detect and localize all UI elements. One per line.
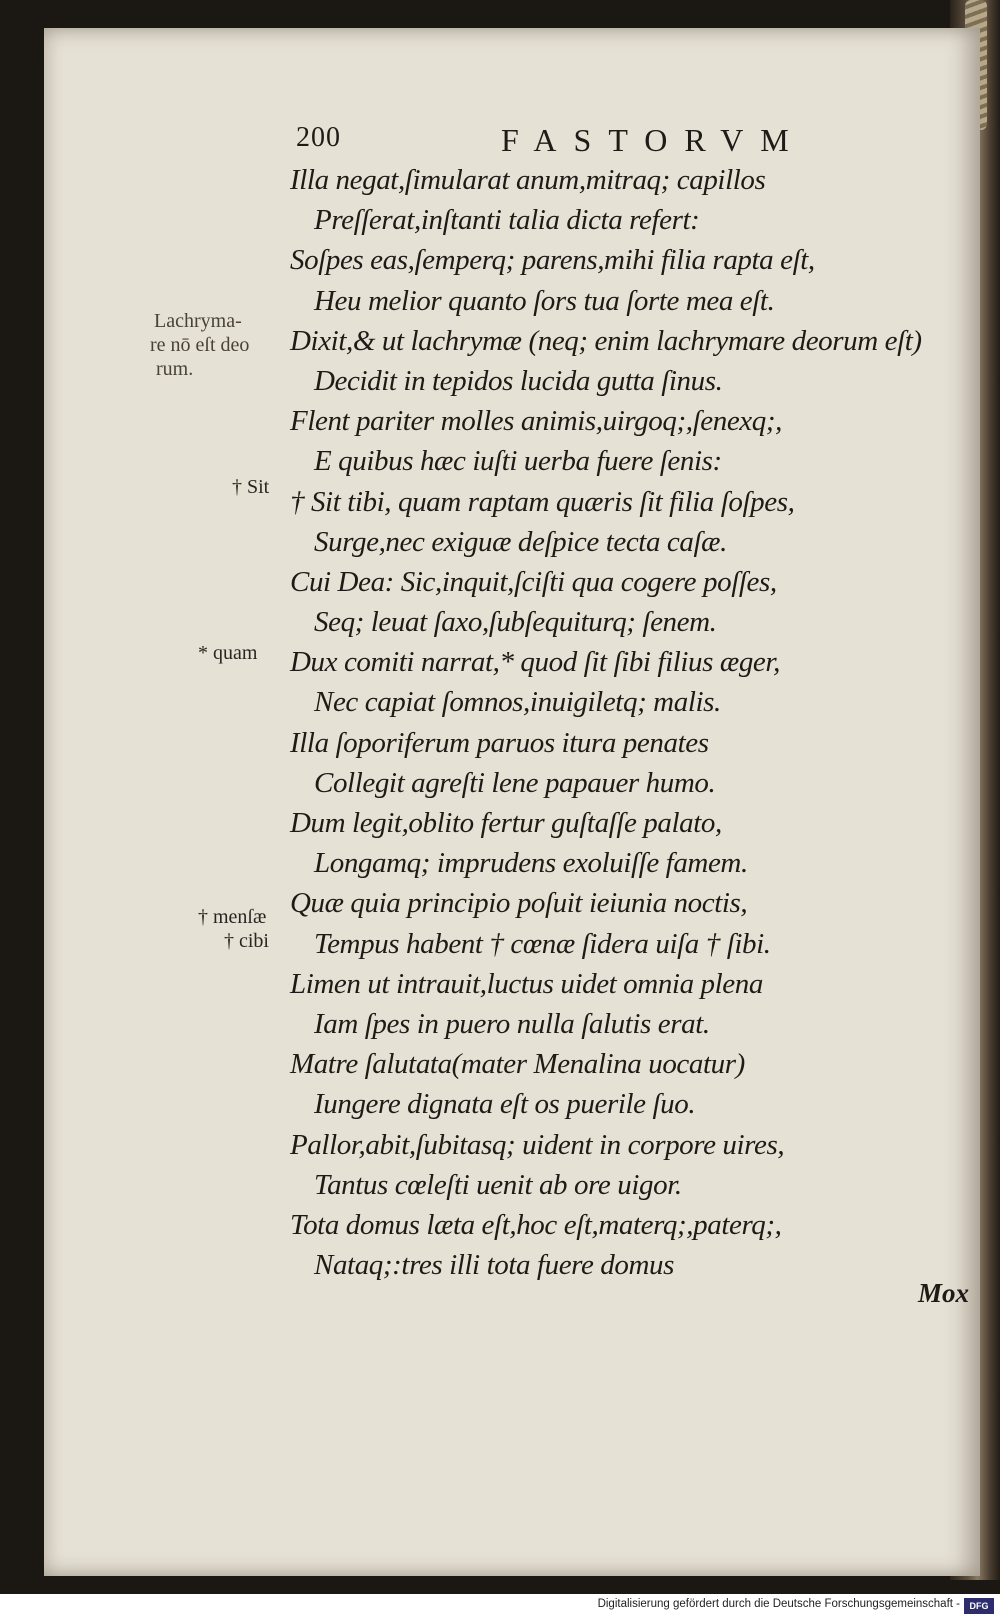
verse-line: Seq; leuat ſaxo,ſubſequiturq; ſenem. xyxy=(314,606,717,639)
verse-line: Iungere dignata eſt os puerile ſuo. xyxy=(314,1088,696,1121)
verse-line: Cui Dea: Sic,inquit,ſciſti qua cogere poſſes, xyxy=(290,565,777,598)
verse-line: Dum legit,oblito fertur guſtaſſe palato, xyxy=(290,807,722,839)
verse-line: Soſpes eas,ſemperq; parens,mihi filia rapta eſt, xyxy=(290,244,815,277)
verse-line: Collegit agreſti lene papauer humo. xyxy=(314,766,716,799)
verse-line: Dux comiti narrat,* quod ſit ſibi filius æger, xyxy=(290,646,780,679)
verse-line: Dixit,& ut lachrymæ (neq; enim lachrymare deorum eſt) xyxy=(290,324,922,357)
verse-line: Preſſerat,inſtanti talia dicta refert: xyxy=(314,204,700,237)
catchword: Mox xyxy=(918,1278,970,1308)
verse-line: Flent pariter molles animis,uirgoq;,ſenexq;, xyxy=(290,405,782,438)
verse-line: Heu melior quanto ſors tua ſorte mea eſt. xyxy=(314,284,775,317)
margin-note-lachryma-1: Lachryma- xyxy=(154,310,242,332)
verse-line: Limen ut intrauit,luctus uidet omnia plena xyxy=(290,967,763,1000)
page-number: 200 xyxy=(296,122,341,153)
verse-line: Decidit in tepidos lucida gutta ſinus. xyxy=(314,364,723,397)
running-title: FASTORVM xyxy=(501,122,806,158)
verse-line: Tempus habent † cœnæ ſidera uiſa † ſibi. xyxy=(314,927,771,960)
margin-note-lachryma-2: re nō eſt deo xyxy=(150,334,250,356)
verse-line: Matre ſalutata(mater Menalina uocatur) xyxy=(290,1048,745,1081)
footer-credit: Digitalisierung gefördert durch die Deutsche Forschungsgemeinschaft - xyxy=(597,1598,960,1610)
verse-line: Nataq;:tres illi tota fuere domus xyxy=(314,1249,675,1282)
verse-line: E quibus hæc iuſti uerba fuere ſenis: xyxy=(314,445,722,478)
verse-line: Pallor,abit,ſubitasq; uident in corpore uires, xyxy=(290,1128,785,1161)
verse-line: Illa negat,ſimularat anum,mitraq; capillos xyxy=(290,164,766,196)
verse-line: Tantus cœleſti uenit ab ore uigor. xyxy=(314,1168,682,1201)
verse-line: Iam ſpes in puero nulla ſalutis erat. xyxy=(314,1007,710,1040)
verse-line: Longamq; imprudens exoluiſſe famem. xyxy=(314,847,748,880)
verse-line: † Sit tibi, quam raptam quæris ſit filia ſoſpes, xyxy=(290,485,795,518)
gloss-quam: * quam xyxy=(198,642,258,664)
gloss-cibi: † cibi xyxy=(224,930,269,952)
verse-line: Nec capiat ſomnos,inuigiletq; malis. xyxy=(314,686,721,719)
verse-line: Quæ quia principio poſuit ieiunia noctis, xyxy=(290,887,748,920)
verse-line: Tota domus læta eſt,hoc eſt,materq;,paterq;, xyxy=(290,1208,782,1241)
verse-line: Illa ſoporiferum paruos itura penates xyxy=(290,726,709,759)
margin-note-lachryma-3: rum. xyxy=(156,358,194,380)
gloss-mensae: † menſæ xyxy=(198,906,267,928)
gloss-sit: † Sit xyxy=(232,476,270,498)
footer-bar xyxy=(0,1594,1000,1620)
running-head xyxy=(296,122,832,162)
verse-block xyxy=(290,160,970,1285)
verse-line: Surge,nec exiguæ deſpice tecta caſæ. xyxy=(314,525,727,558)
dfg-logo: DFG xyxy=(964,1598,994,1614)
